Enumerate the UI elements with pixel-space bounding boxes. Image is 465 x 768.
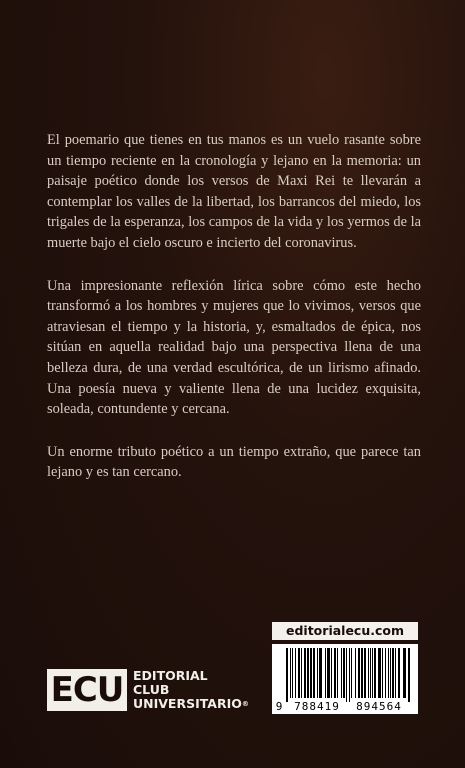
barcode-bar bbox=[295, 648, 296, 698]
barcode-bar bbox=[355, 648, 356, 698]
barcode-bar bbox=[327, 648, 330, 698]
barcode-bar bbox=[378, 648, 381, 698]
barcode-bar bbox=[392, 648, 394, 698]
barcode-bar bbox=[398, 648, 400, 698]
barcode-bar bbox=[292, 648, 293, 698]
barcode-bar bbox=[298, 648, 300, 698]
blurb-paragraph-3: Un enorme tributo poético a un tiempo extraño, que parece tan lejano y es tan cercano. bbox=[47, 443, 421, 481]
barcode-bar bbox=[337, 648, 338, 698]
publisher-name-line-2: CLUB bbox=[133, 682, 170, 697]
barcode-bar bbox=[290, 648, 291, 698]
registered-mark: ® bbox=[241, 700, 249, 708]
barcode-bar bbox=[370, 648, 371, 698]
barcode-bar bbox=[351, 648, 352, 698]
barcode-bar bbox=[310, 648, 312, 698]
blurb-paragraph-2: Una impresionante reflexión lírica sobre cómo este hecho transformó a los hombres y mujeres que lo vivimos, versos que atraviesan el tiempo y la historia, y, esmaltados de épica, nos sitúan en aquella realidad bajo una perspectiva llena de una belleza dura, de una verdad escultórica, de un lirismo afinado. Una poesía nueva y valiente llena de una lucidez exquisita, soleada, contundente y cercana. bbox=[47, 277, 421, 418]
barcode-bar bbox=[331, 648, 332, 698]
barcode-bar bbox=[346, 648, 347, 702]
barcode-bar bbox=[341, 648, 342, 698]
isbn-group-2: 894564 bbox=[356, 699, 402, 713]
ecu-logo-mark: ECU bbox=[47, 669, 127, 711]
isbn-first-digit: 9 bbox=[275, 699, 283, 713]
publisher-website: editorialecu.com bbox=[272, 622, 418, 640]
barcode-bar bbox=[301, 648, 302, 698]
publisher-name-line-3: UNIVERSITARIO bbox=[133, 696, 242, 711]
isbn-digits bbox=[272, 699, 418, 713]
publisher-name-line-1: EDITORIAL bbox=[133, 668, 208, 683]
barcode-bar bbox=[334, 648, 336, 698]
barcode-bar bbox=[358, 648, 360, 698]
barcode-bar bbox=[368, 648, 369, 698]
barcode-bar bbox=[313, 648, 315, 698]
barcode-bar bbox=[374, 648, 376, 698]
barcode-bar bbox=[364, 648, 366, 698]
barcode-bar bbox=[408, 648, 410, 702]
barcode-bar bbox=[349, 648, 350, 702]
barcode-bars bbox=[272, 648, 418, 702]
barcode-bar bbox=[317, 648, 318, 698]
isbn-barcode bbox=[272, 644, 418, 714]
isbn-group-1: 788419 bbox=[294, 699, 340, 713]
barcode-bar bbox=[382, 648, 383, 698]
back-cover-blurb bbox=[47, 130, 421, 505]
barcode-bar bbox=[325, 648, 326, 698]
publisher-logo bbox=[47, 668, 249, 712]
barcode-bar bbox=[390, 648, 391, 698]
barcode-bar bbox=[319, 648, 322, 698]
barcode-bar bbox=[388, 648, 389, 698]
barcode-bar bbox=[403, 648, 406, 698]
barcode-bar bbox=[372, 648, 373, 698]
barcode-bar bbox=[343, 648, 345, 698]
barcode-bar bbox=[395, 648, 396, 698]
barcode-bar bbox=[286, 648, 288, 702]
blurb-paragraph-1: El poemario que tienes en tus manos es un vuelo rasante sobre un tiempo reciente en la cronología y lejano en la memoria: un paisaje poético donde los versos de Maxi Rei te llevarán a contemplar los valles de la libertad, los barrancos del miedo, los trigales de la esperanza, los campos de la vida y los yermos de la muerte bajo el cielo oscuro e incierto del coronavirus. bbox=[47, 132, 421, 251]
publisher-name bbox=[133, 669, 249, 711]
barcode-bar bbox=[385, 648, 386, 698]
barcode-bar bbox=[361, 648, 363, 698]
barcode-bar bbox=[307, 648, 309, 698]
barcode-bar bbox=[304, 648, 306, 698]
